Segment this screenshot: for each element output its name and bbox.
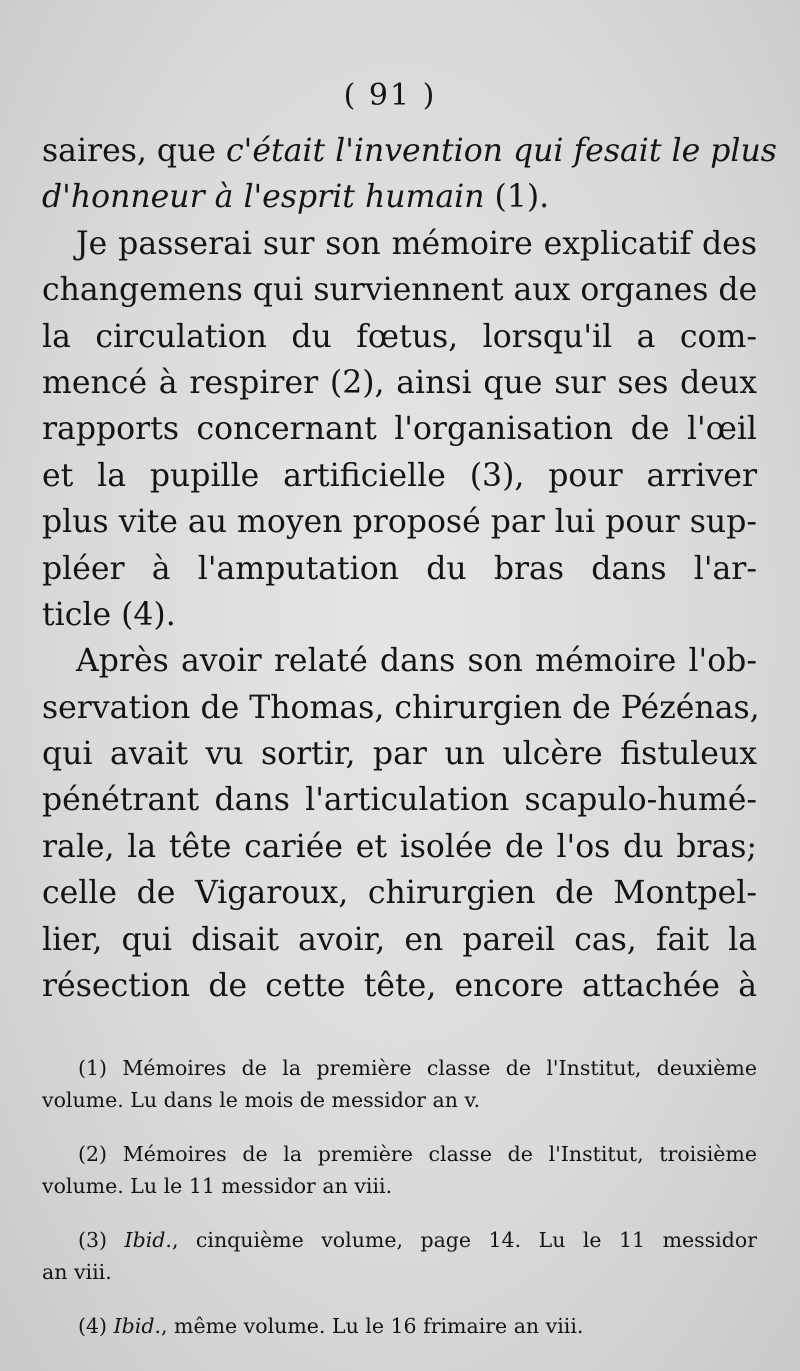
paragraph-line: changemens qui surviennent aux organes de <box>42 272 758 309</box>
paragraph-line: résection de cette tête, encore attachée à <box>42 968 757 1005</box>
footnote-1 <box>42 1052 757 1116</box>
paragraph-line: Après avoir relaté dans son mémoire l'ob- <box>76 643 757 680</box>
paragraph-line: qui avait vu sortir, par un ulcère fistuleux <box>42 736 757 773</box>
italic-ibid: Ibid. <box>124 1228 172 1252</box>
text-run: saires, que <box>42 133 227 169</box>
paragraph-line: servation de Thomas, chirurgien de Pézénas, <box>42 689 760 726</box>
footnote-line: volume. Lu dans le mois de messidor an v. <box>42 1088 481 1112</box>
text-line <box>42 128 777 174</box>
paragraph-line: mencé à respirer (2), ainsi que sur ses deux <box>42 364 757 401</box>
footnote-line: (1) Mémoires de la première classe de l'Institut, deuxième <box>78 1056 757 1080</box>
paragraph-line: et la pupille artificielle (3), pour arriver <box>42 457 757 494</box>
footnote-line: volume. Lu le 11 messidor an viii. <box>42 1174 393 1198</box>
text-line <box>42 174 757 220</box>
body-text <box>42 128 777 1009</box>
footnote-marker: (4) <box>78 1314 114 1338</box>
text-run: (1). <box>484 179 550 216</box>
paragraph-line: rapports concernant l'organisation de l'œil <box>42 411 757 448</box>
paragraph-line: celle de Vigaroux, chirurgien de Montpel- <box>42 875 757 912</box>
paragraph-line: la circulation du fœtus, lorsqu'il a com- <box>42 318 757 355</box>
paragraph-line: ticle (4). <box>42 596 176 633</box>
paragraph-line: plus vite au moyen proposé par lui pour sup- <box>42 504 757 541</box>
paragraph-line: lier, qui disait avoir, en pareil cas, fait la <box>42 921 757 958</box>
footnote-line: (2) Mémoires de la première classe de l'Institut, troisième <box>78 1142 757 1166</box>
footnote-line: an viii. <box>42 1260 112 1284</box>
footnote-4 <box>42 1310 757 1342</box>
footnote-line <box>42 1310 757 1342</box>
page-number: ( 91 ) <box>343 78 437 113</box>
paragraph-line: Je passerai sur son mémoire explicatif des <box>76 225 757 262</box>
italic-quote: c'était l'invention qui fesait le plus <box>226 133 777 169</box>
footnote-line <box>42 1224 757 1256</box>
footnote-text: , cinquième volume, page 14. Lu le 11 messidor <box>171 1228 758 1252</box>
italic-ibid: Ibid. <box>113 1314 161 1338</box>
paragraph-line: pléer à l'amputation du bras dans l'ar- <box>42 550 757 587</box>
footnote-2 <box>42 1138 757 1202</box>
paragraph-line: pénétrant dans l'articulation scapulo-humé- <box>42 782 757 819</box>
footnotes <box>42 1052 757 1364</box>
italic-quote: d'honneur à l'esprit humain <box>42 179 485 216</box>
footnote-marker: (3) <box>78 1228 125 1252</box>
paragraph-line: rale, la tête cariée et isolée de l'os du bras; <box>42 828 757 865</box>
footnote-text: , même volume. Lu le 16 frimaire an viii. <box>160 1314 584 1338</box>
footnote-3 <box>42 1224 757 1288</box>
